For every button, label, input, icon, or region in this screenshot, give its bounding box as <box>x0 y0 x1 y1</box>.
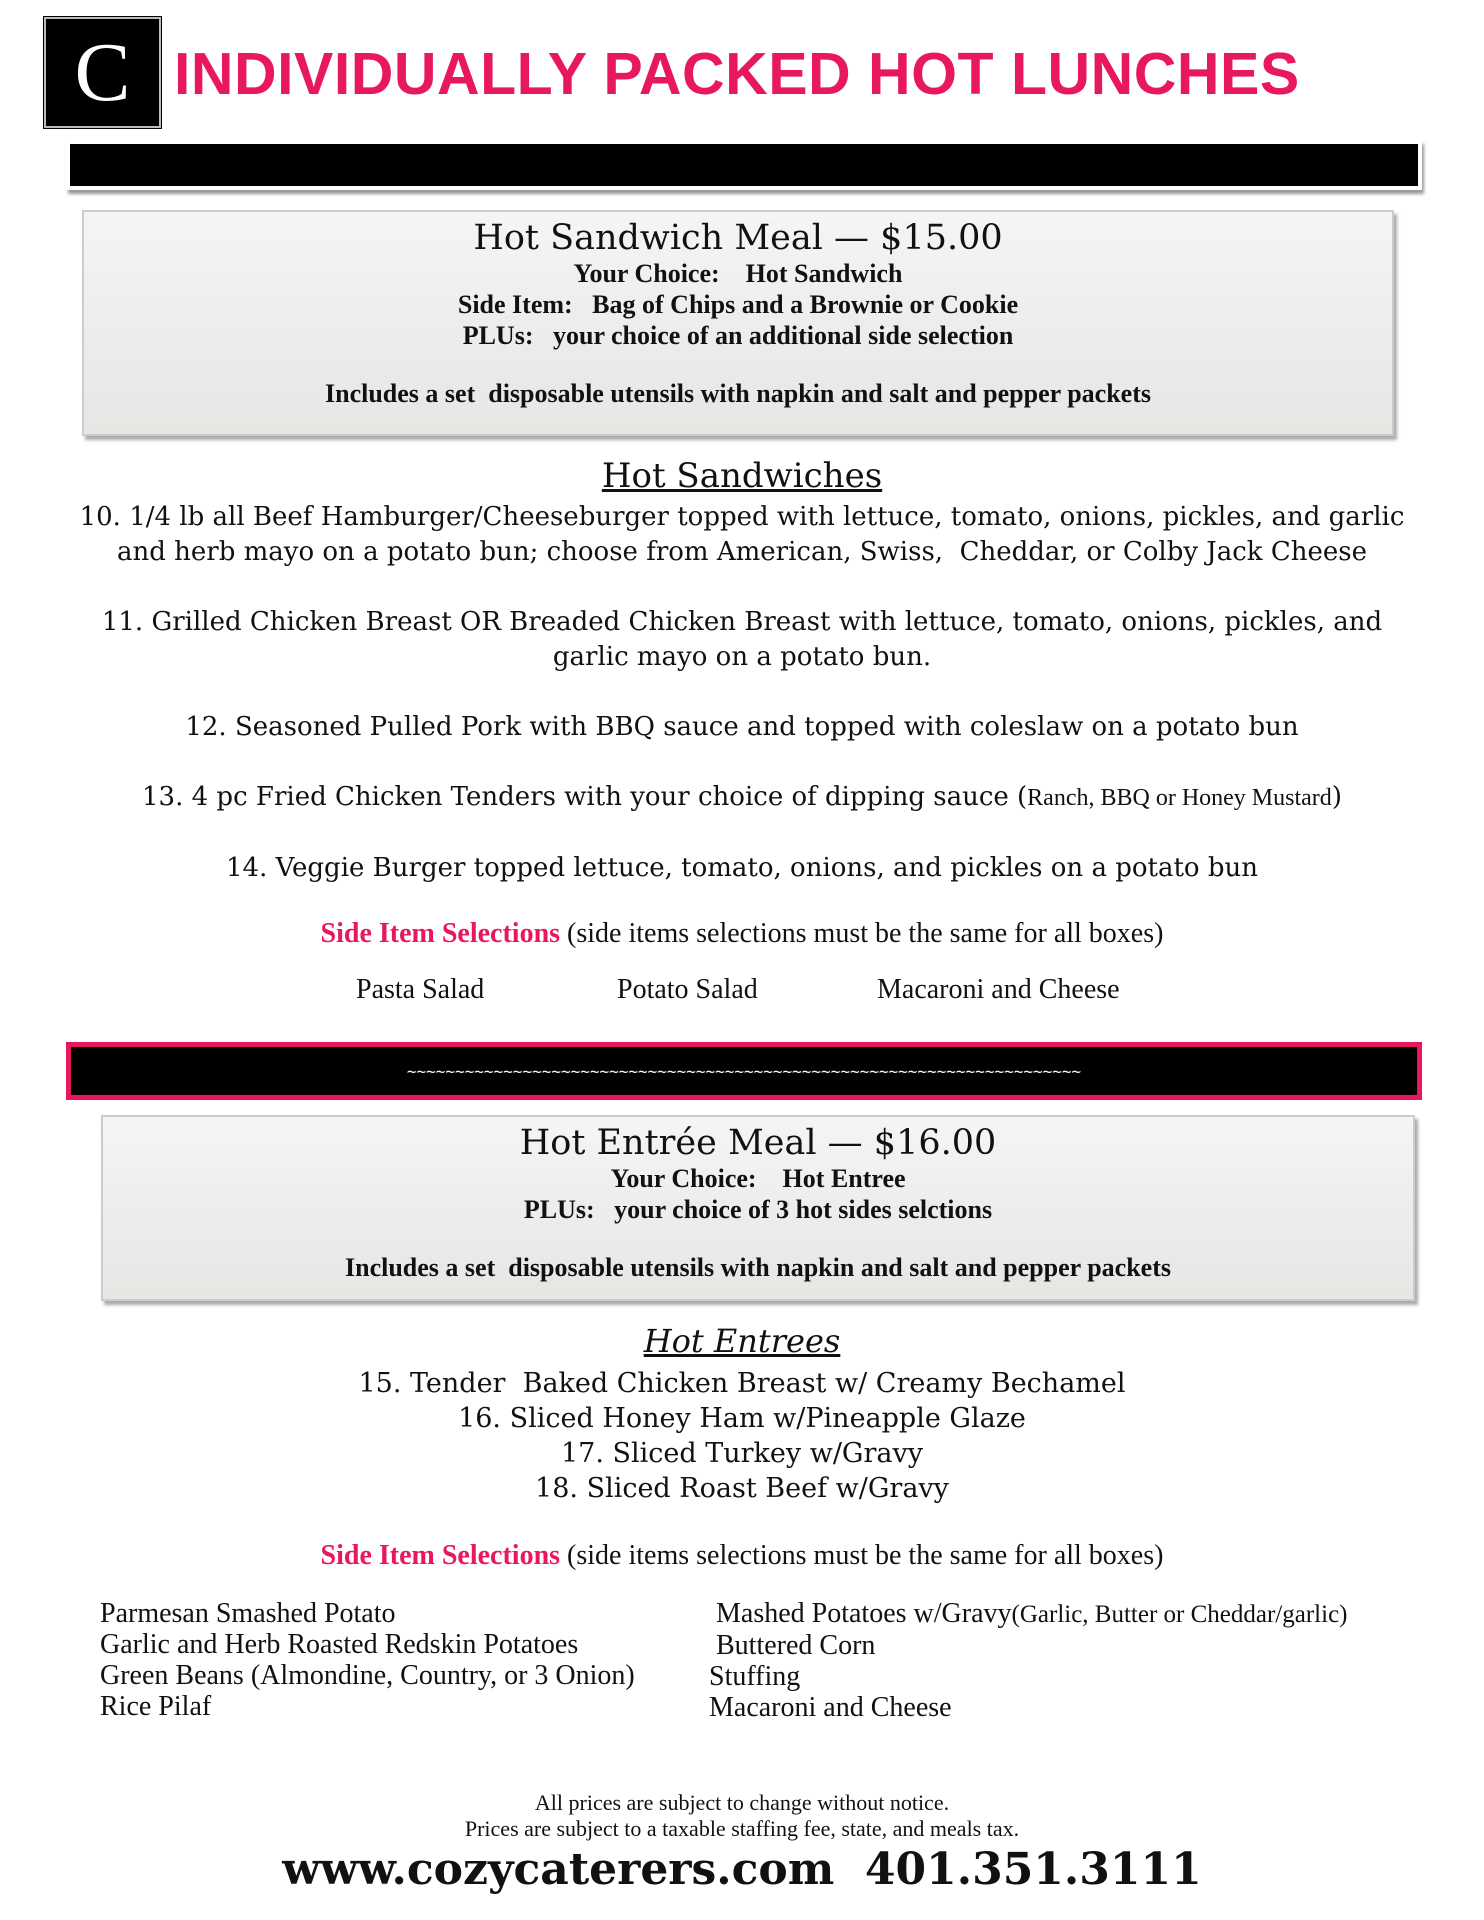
menu-item-13 <box>0 780 1484 816</box>
hot-entrees-heading: Hot Entrees <box>643 1322 841 1360</box>
menu-item-14-line1: 14. Veggie Burger topped lettuce, tomato, onions, and pickles on a potato bun <box>226 853 1258 883</box>
hot-sandwiches-heading: Hot Sandwiches <box>601 456 883 496</box>
entree-meal-includes: Includes a set disposable utensils with napkin and salt and pepper packets <box>345 1253 1171 1282</box>
entree-item-15: 15. Tender Baked Chicken Breast w/ Creamy Bechamel <box>358 1368 1126 1399</box>
sandwich-side-note: (side items selections must be the same for all boxes) <box>560 918 1164 949</box>
entree-sides-right <box>709 1598 1348 1723</box>
entree-side-option: Parmesan Smashed Potato <box>100 1598 396 1629</box>
menu-item-13-end: ) <box>1331 782 1342 812</box>
sandwich-meal-panel <box>82 210 1394 436</box>
menu-item-12-line1: 12. Seasoned Pulled Pork with BBQ sauce and topped with coleslaw on a potato bun <box>185 712 1299 742</box>
footer-contact: www.cozycaterers.com 401.351.3111 <box>282 1844 1202 1895</box>
entree-meal-panel <box>101 1115 1415 1301</box>
sandwich-meal-plus: PLUs: your choice of an additional side selection <box>462 321 1014 350</box>
divider-tildes: ~~~~~~~~~~~~~~~~~~~~~~~~~~~~~~~~~~~~~~~~~~~~~~~~~~~~~~~~~~~~~~~~~~~~~~ <box>406 1061 1082 1081</box>
menu-item-14 <box>0 851 1484 886</box>
entree-side-option: Stuffing <box>709 1661 801 1692</box>
entree-item-16: 16. Sliced Honey Ham w/Pineapple Glaze <box>458 1403 1026 1434</box>
logo-letter: C <box>74 25 131 119</box>
entree-meal-title: Hot Entrée Meal — $16.00 <box>519 1123 997 1163</box>
sandwich-meal-choice: Your Choice: Hot Sandwich <box>573 259 903 288</box>
footer-notes <box>0 1790 1484 1842</box>
entree-side-option: Macaroni and Cheese <box>709 1692 952 1723</box>
entree-side-note: (side items selections must be the same for all boxes) <box>560 1540 1164 1571</box>
menu-item-10-line1: 10. 1/4 lb all Beef Hamburger/Cheeseburger topped with lettuce, tomato, onions, pickles, and garlic <box>79 502 1405 532</box>
entree-side-option: Buttered Corn <box>716 1630 876 1661</box>
entree-side-option: Garlic and Herb Roasted Redskin Potatoes <box>100 1629 579 1660</box>
page-title: INDIVIDUALLY PACKED HOT LUNCHES <box>174 41 1300 107</box>
entree-side-selections <box>0 1540 1484 1572</box>
entree-side-option: Green Beans (Almondine, Country, or 3 Onion) <box>100 1660 635 1691</box>
entree-side-option: Rice Pilaf <box>100 1691 212 1722</box>
menu-item-13-sauces: Ranch, BBQ or Honey Mustard <box>1027 785 1332 811</box>
entree-meal-choice: Your Choice: Hot Entree <box>610 1164 906 1193</box>
sandwich-side-label: Side Item Selections <box>320 918 561 949</box>
sandwich-side-option: Pasta Salad <box>356 974 485 1005</box>
entree-side-mashed-options: (Garlic, Butter or Cheddar/garlic) <box>1011 1601 1348 1628</box>
menu-item-12 <box>0 710 1484 745</box>
menu-item-11 <box>0 605 1484 675</box>
entree-item-18: 18. Sliced Roast Beef w/Gravy <box>535 1473 949 1504</box>
sandwich-meal-side: Side Item: Bag of Chips and a Brownie or Cookie <box>457 290 1019 319</box>
menu-item-11-line2: garlic mayo on a potato bun. <box>552 642 932 672</box>
entree-side-option <box>716 1598 1348 1630</box>
entree-side-label: Side Item Selections <box>320 1540 561 1571</box>
footer-line-2: Prices are subject to a taxable staffing fee, state, and meals tax. <box>464 1816 1020 1841</box>
sandwich-side-option: Potato Salad <box>617 974 758 1005</box>
menu-item-13-main: 13. 4 pc Fried Chicken Tenders with your choice of dipping sauce ( <box>142 782 1028 812</box>
entree-side-mashed: Mashed Potatoes w/Gravy <box>716 1598 1012 1629</box>
header-divider-bar <box>66 140 1422 190</box>
entree-list <box>0 1366 1484 1506</box>
entree-meal-plus: PLUs: your choice of 3 hot sides selctions <box>523 1195 993 1224</box>
sandwich-side-selections <box>0 918 1484 950</box>
menu-item-10 <box>0 500 1484 570</box>
footer-line-1: All prices are subject to change without notice. <box>534 1790 950 1815</box>
entree-item-17: 17. Sliced Turkey w/Gravy <box>560 1438 924 1469</box>
menu-item-10-line2: and herb mayo on a potato bun; choose from American, Swiss, Cheddar, or Colby Jack Cheese <box>117 537 1367 567</box>
sandwich-meal-includes: Includes a set disposable utensils with napkin and salt and pepper packets <box>325 379 1151 408</box>
menu-item-11-line1: 11. Grilled Chicken Breast OR Breaded Chicken Breast with lettuce, tomato, onions, pickles, and <box>101 607 1383 637</box>
logo <box>44 17 161 128</box>
sandwich-side-option: Macaroni and Cheese <box>877 974 1120 1005</box>
entree-sides-left <box>100 1598 635 1722</box>
sandwich-meal-title: Hot Sandwich Meal — $15.00 <box>473 218 1003 258</box>
section-divider-bar <box>66 1042 1422 1100</box>
